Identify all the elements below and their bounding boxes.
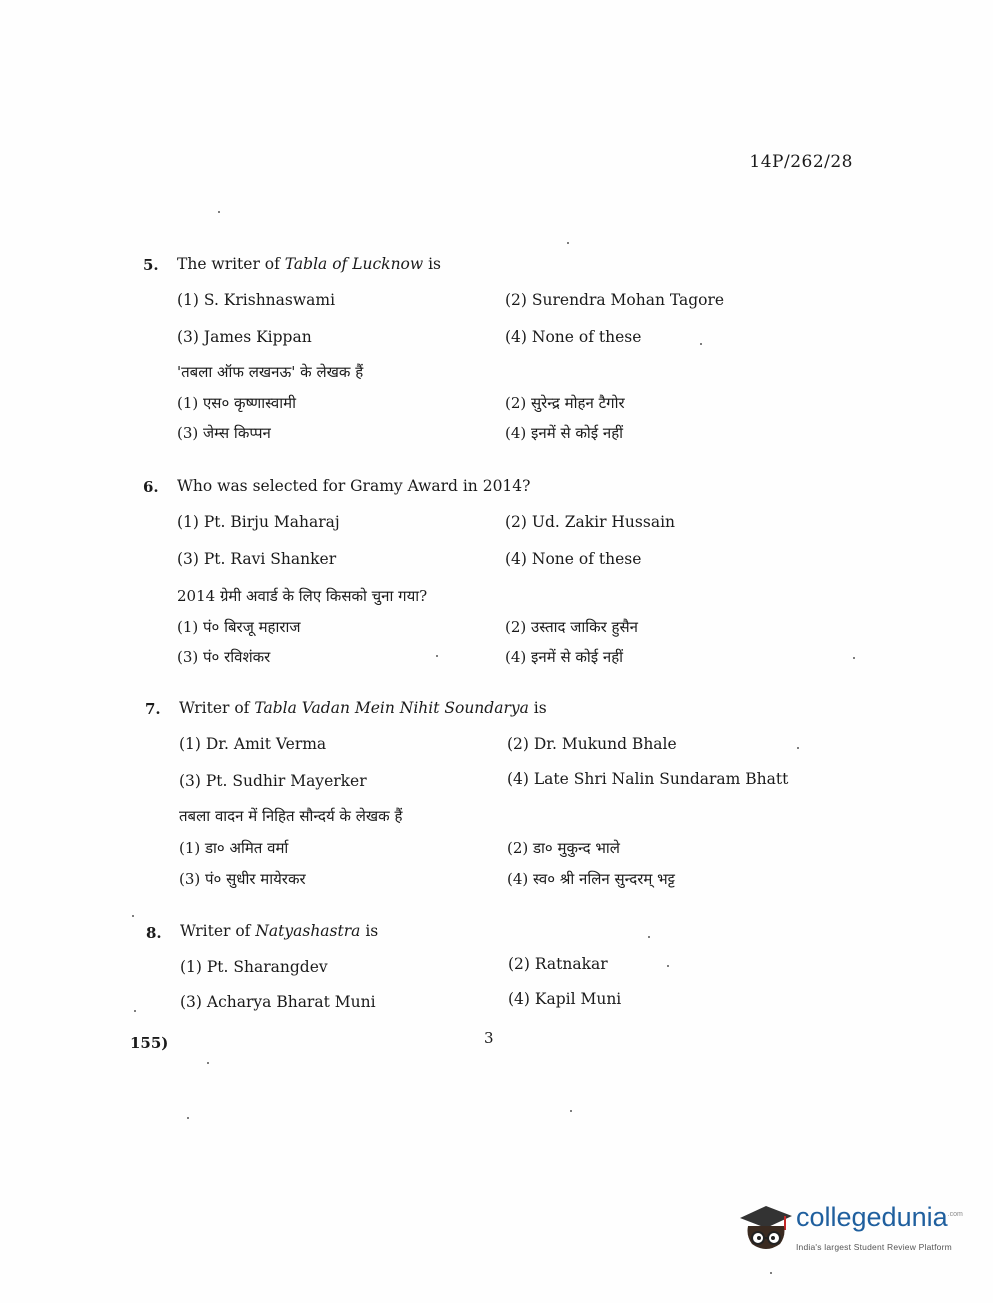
brand-tld: .com <box>947 1211 963 1218</box>
question-text: Writer of Tabla Vadan Mein Nihit Soundarya is <box>179 699 547 717</box>
option: (3) Pt. Ravi Shanker <box>177 550 337 568</box>
hindi-option: (1) डा० अमित वर्मा <box>179 839 289 857</box>
paper-code: 14P/262/28 <box>749 152 853 172</box>
page-number: 3 <box>484 1029 494 1047</box>
question-text: Writer of Natyashastra is <box>180 922 379 940</box>
hindi-option: (3) जेम्स किप्पन <box>177 424 271 442</box>
option: (2) Dr. Mukund Bhale <box>507 735 677 753</box>
option: (3) Pt. Sudhir Mayerker <box>179 772 367 790</box>
hindi-question: 2014 ग्रेमी अवार्ड के लिए किसको चुना गया? <box>177 587 428 605</box>
brand-tagline: India's largest Student Review Platform <box>796 1242 952 1252</box>
option: (4) Late Shri Nalin Sundaram Bhatt <box>507 770 789 788</box>
hindi-option: (4) इनमें से कोई नहीं <box>505 424 624 442</box>
hindi-option: (2) सुरेन्द्र मोहन टैगोर <box>505 394 625 412</box>
hindi-option: (2) उस्ताद जाकिर हुसैन <box>505 618 638 636</box>
question-number: 6. <box>143 478 159 496</box>
option: (2) Ratnakar <box>508 955 608 973</box>
question-number: 8. <box>146 924 162 942</box>
booklet-number: 155) <box>130 1034 169 1052</box>
hindi-question: तबला वादन में निहित सौन्दर्य के लेखक हैं <box>179 807 403 825</box>
question-text: Who was selected for Gramy Award in 2014? <box>177 477 531 495</box>
option: (1) Pt. Birju Maharaj <box>177 513 340 531</box>
hindi-option: (3) पं० सुधीर मायेरकर <box>179 870 306 888</box>
option: (4) None of these <box>505 550 642 568</box>
hindi-option: (4) इनमें से कोई नहीं <box>505 648 624 666</box>
option: (4) Kapil Muni <box>508 990 622 1008</box>
option: (1) Dr. Amit Verma <box>179 735 327 753</box>
hindi-option: (2) डा० मुकुन्द भाले <box>507 839 620 857</box>
hindi-option: (4) स्व० श्री नलिन सुन्दरम् भट्ट <box>507 870 675 888</box>
option: (1) Pt. Sharangdev <box>180 958 328 976</box>
hindi-option: (1) पं० बिरजू महाराज <box>177 618 301 636</box>
option: (2) Surendra Mohan Tagore <box>505 291 725 309</box>
brand-name: collegedunia <box>796 1202 948 1232</box>
option: (1) S. Krishnaswami <box>177 291 336 309</box>
hindi-option: (3) पं० रविशंकर <box>177 648 271 666</box>
option: (3) Acharya Bharat Muni <box>180 993 376 1011</box>
hindi-question: 'तबला ऑफ लखनऊ' के लेखक हैं <box>177 363 364 381</box>
hindi-option: (1) एस० कृष्णास्वामी <box>177 394 297 412</box>
question-number: 5. <box>143 256 159 274</box>
graduate-mascot-icon <box>738 1196 794 1256</box>
option: (4) None of these <box>505 328 642 346</box>
option: (2) Ud. Zakir Hussain <box>505 513 676 531</box>
question-number: 7. <box>145 700 161 718</box>
question-text: The writer of Tabla of Lucknow is <box>177 255 441 273</box>
option: (3) James Kippan <box>177 328 312 346</box>
collegedunia-watermark <box>738 1196 968 1266</box>
